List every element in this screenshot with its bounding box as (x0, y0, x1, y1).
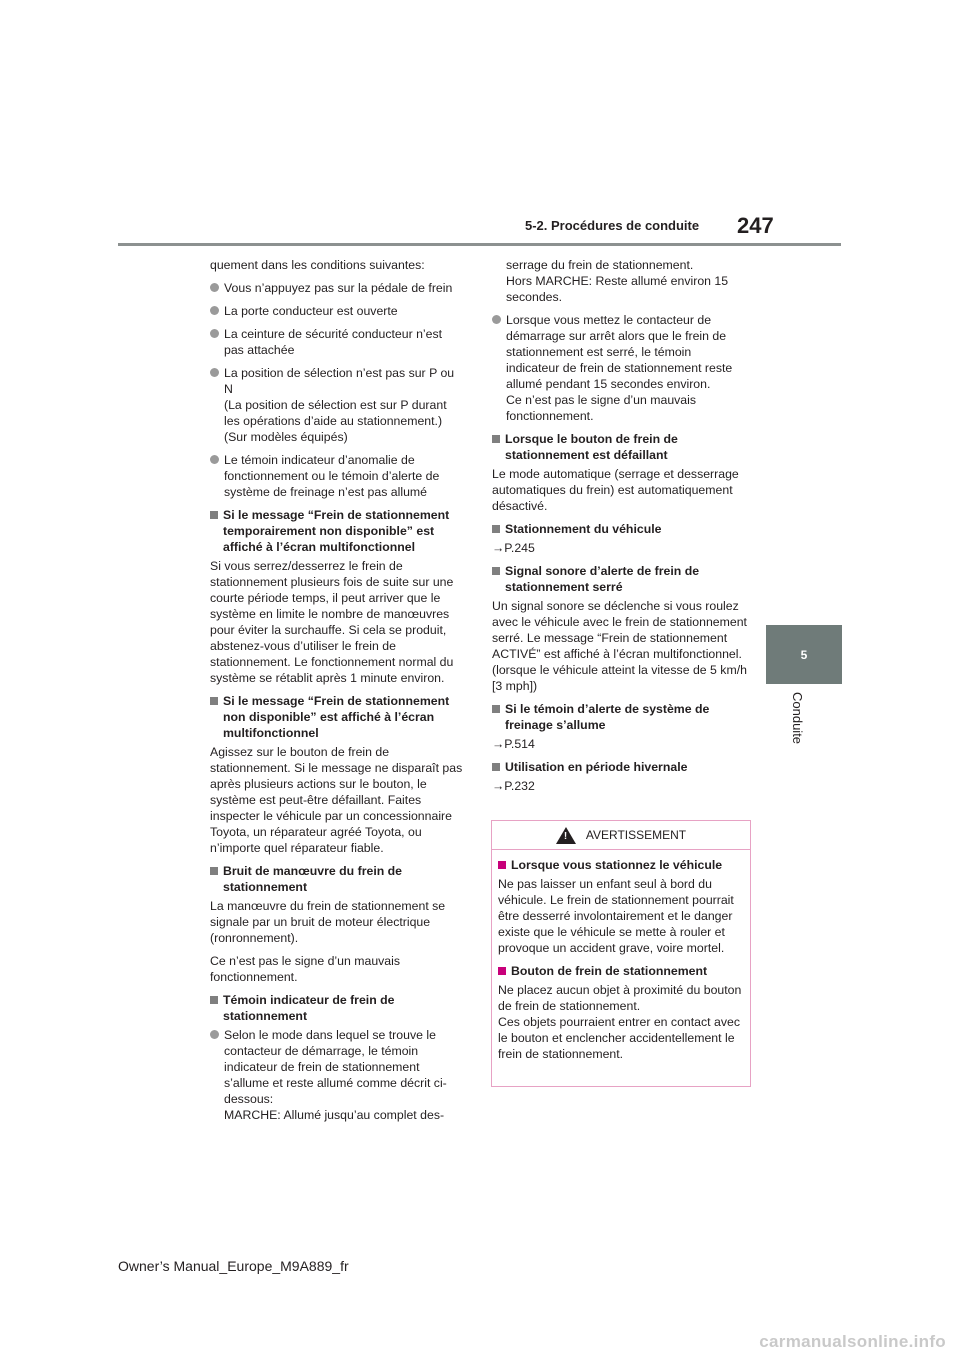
square-bullet-icon (492, 701, 505, 733)
list-item: Lorsque vous mettez le contacteur de démarrage sur arrêt alors que le frein de stationnement est serré, le témoin indicateur de frein de stationnement reste allumé pendant 15 secondes environ. Ce n’est pas le signe d’un mauvais fonctionnement. (492, 312, 747, 424)
section-text: Un signal sonore se déclenche si vous roulez avec le véhicule avec le frein de stationnement serré. Le message “Frein de stationnement ACTIVÉ” est affiché à l’écran multifonctionnel. (lorsque le véhicule atteint la vitesse de 5 km/h [3 mph]) (492, 599, 747, 693)
section-heading: Témoin indicateur de frein de stationnement (210, 992, 465, 1024)
section-text: serrage du frein de stationnement. Hors MARCHE: Reste allumé environ 15 secondes. (506, 258, 729, 304)
bullet-icon (210, 305, 222, 317)
warning-heading: Lorsque vous stationnez le véhicule (498, 857, 744, 873)
section-text: La manœuvre du frein de stationnement se signale par un bruit de moteur électrique (ronronnement). (210, 899, 446, 945)
warning-header (492, 821, 750, 850)
square-bullet-icon (498, 963, 511, 979)
square-bullet-icon (210, 992, 223, 1024)
section-heading: Bruit de manœuvre du frein de stationnement (210, 863, 465, 895)
warning-heading: Bouton de frein de stationnement (498, 963, 744, 979)
intro-text: quement dans les conditions suivantes: (210, 258, 425, 272)
warning-text: Ne placez aucun objet à proximité du bouton de frein de stationnement. Ces objets pourraient entrer en contact avec le bouton et enclencher accidentellement le frein de stationnement. (498, 983, 742, 1061)
bullet-icon (210, 282, 222, 294)
section-heading: Si le message “Frein de stationnement non disponible” est affiché à l’écran multifonctionnel (210, 693, 465, 741)
warning-body (492, 850, 750, 1062)
section-text: Ce n’est pas le signe d’un mauvais fonctionnement. (210, 954, 401, 984)
section-text: Agissez sur le bouton de frein de stationnement. Si le message ne disparaît pas après plusieurs actions sur le bouton, le système est peut-être défaillant. Faites inspecter le véhicule par un concessionnaire Toyota, un réparateur agréé Toyota, ou n’importe quel réparateur fiable. (210, 745, 463, 855)
bullet-icon (210, 367, 222, 379)
warning-box (491, 820, 751, 1087)
square-bullet-icon (498, 857, 511, 873)
bullet-icon (492, 314, 504, 326)
page-reference[interactable]: →P.245 (492, 541, 535, 555)
right-column (492, 257, 747, 801)
section-heading: Si le témoin d’alerte de système de freinage s’allume (492, 701, 747, 733)
warning-title: AVERTISSEMENT (585, 828, 687, 842)
list-item: Le témoin indicateur d’anomalie de fonctionnement ou le témoin d’alerte de système de freinage n’est pas allumé (210, 452, 465, 500)
square-bullet-icon (210, 507, 223, 555)
square-bullet-icon (210, 693, 223, 741)
page-reference[interactable]: →P.514 (492, 737, 535, 751)
watermark: carmanualsonline.info (759, 1332, 946, 1351)
chapter-number: 5 (800, 647, 808, 662)
square-bullet-icon (492, 521, 505, 537)
list-item: La position de sélection n’est pas sur P ou N (La position de sélection est sur P durant les opérations d’aide au stationnement.) (Sur modèles équipés) (210, 365, 465, 445)
section-title: 5-2. Procédures de conduite (525, 218, 700, 233)
chapter-label: Conduite (790, 692, 805, 745)
list-item: Vous n’appuyez pas sur la pédale de frein (210, 280, 465, 296)
bullet-icon (210, 328, 222, 340)
footer-text: Owner’s Manual_Europe_M9A889_fr (118, 1258, 349, 1274)
section-text: Si vous serrez/desserrez le frein de stationnement plusieurs fois de suite sur une courte période temps, il peut arriver que le système en limite le nombre de manœuvres pour éviter la surchauffe. Si cela se produit, abstenez-vous d’utiliser le frein de stationnement. Le fonctionnement normal du système se rétablit après 1 minute environ. (210, 559, 454, 685)
square-bullet-icon (492, 759, 505, 775)
section-text: Le mode automatique (serrage et desserrage automatiques du frein) est automatiquement désactivé. (492, 467, 739, 513)
section-heading: Utilisation en période hivernale (492, 759, 747, 775)
square-bullet-icon (492, 563, 505, 595)
page-reference[interactable]: →P.232 (492, 779, 535, 793)
section-heading: Si le message “Frein de stationnement temporairement non disponible” est affiché à l’écran multifonctionnel (210, 507, 465, 555)
left-column (210, 257, 465, 1130)
section-heading: Signal sonore d’alerte de frein de stationnement serré (492, 563, 747, 595)
list-item: La ceinture de sécurité conducteur n’est pas attachée (210, 326, 465, 358)
chapter-tab (766, 625, 842, 684)
list-item: Selon le mode dans lequel se trouve le contacteur de démarrage, le témoin indicateur de frein de stationnement s’allume et reste allumé comme décrit ci-dessous: MARCHE: Allumé jusqu’au complet des- (210, 1027, 465, 1123)
warning-text: Ne pas laisser un enfant seul à bord du véhicule. Le frein de stationnement pourrait être desserré involontairement et le danger existe que le véhicule se mette à rouler et provoque un accident grave, voire mortel. (498, 877, 734, 955)
warning-triangle-icon: ! (556, 827, 576, 844)
bullet-icon (210, 454, 222, 466)
square-bullet-icon (492, 431, 505, 463)
list-item: La porte conducteur est ouverte (210, 303, 465, 319)
page-number: 247 (737, 213, 774, 238)
square-bullet-icon (210, 863, 223, 895)
section-heading: Stationnement du véhicule (492, 521, 747, 537)
section-heading: Lorsque le bouton de frein de stationnement est défaillant (492, 431, 747, 463)
bullet-icon (210, 1029, 222, 1041)
header-rule (118, 243, 841, 246)
